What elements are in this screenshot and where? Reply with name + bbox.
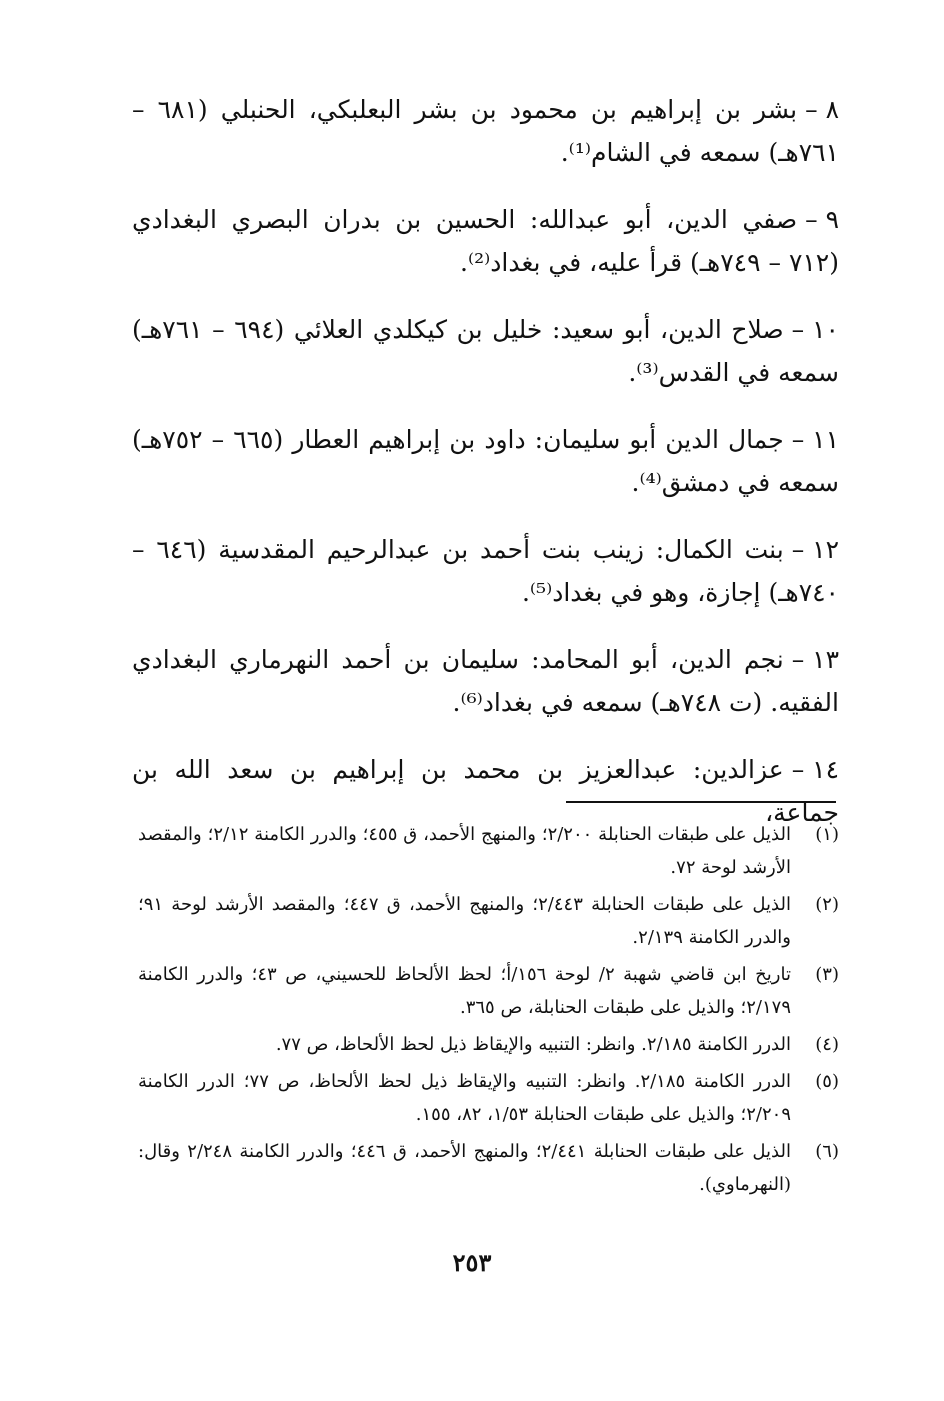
footnote-item xyxy=(138,1135,839,1201)
footnotes xyxy=(138,818,839,1205)
footnote-text: الذيل على طبقات الحنابلة ٢/٤٤١؛ والمنهج الأحمد، ق ٤٤٦؛ والدرر الكامنة ٢/٢٤٨ وقال: (النهرماوي). xyxy=(138,1141,791,1195)
footnote-number: (٢) xyxy=(815,894,839,915)
footnote-separator xyxy=(566,801,836,803)
entry-number: ١١ – xyxy=(791,425,839,454)
footnote-number: (٤) xyxy=(815,1034,839,1055)
entry-number: ١٠ – xyxy=(791,315,839,344)
footnote-text: تاريخ ابن قاضي شهبة ٢/ لوحة ١٥٦/أ؛ لحظ الألحاظ للحسيني، ص ٤٣؛ والدرر الكامنة ٢/١٧٩؛ والذيل على طبقات الحنابلة، ص ٣٦٥. xyxy=(138,964,791,1018)
entry-text: بشر بن إبراهيم بن محمود بن بشر البعلبكي، الحنبلي (٦٨١ – ٧٦١هـ) سمعه في الشام⁽¹⁾. xyxy=(132,95,839,167)
entry-text: جمال الدين أبو سليمان: داود بن إبراهيم العطار (٦٦٥ – ٧٥٢هـ) سمعه في دمشق⁽⁴⁾. xyxy=(132,425,839,497)
entry-item xyxy=(132,418,839,504)
entry-text: بنت الكمال: زينب بنت أحمد بن عبدالرحيم المقدسية (٦٤٦ – ٧٤٠هـ) إجازة، وهو في بغداد⁽⁵⁾. xyxy=(132,535,839,607)
footnote-text: الدرر الكامنة ٢/١٨٥. وانظر: التنبيه والإيقاظ ذيل لحظ الألحاظ، ص ٧٧؛ الدرر الكامنة ٢/٢٠٩؛ والذيل على طبقات الحنابلة ١/٥٣، ٨٢، ١٥٥. xyxy=(138,1071,791,1125)
footnote-number: (٦) xyxy=(815,1141,839,1162)
footnote-item xyxy=(138,1028,839,1061)
footnote-text: الدرر الكامنة ٢/١٨٥. وانظر: التنبيه والإيقاظ ذيل لحظ الألحاظ، ص ٧٧. xyxy=(275,1034,791,1055)
footnote-item xyxy=(138,1065,839,1131)
entry-item xyxy=(132,88,839,174)
entry-text: نجم الدين، أبو المحامد: سليمان بن أحمد النهرماري البغدادي الفقيه. (ت ٧٤٨هـ) سمعه في بغداد⁽⁶⁾. xyxy=(132,645,839,717)
entry-text: صلاح الدين، أبو سعيد: خليل بن كيكلدي العلائي (٦٩٤ – ٧٦١هـ) سمعه في القدس⁽³⁾. xyxy=(132,315,839,387)
footnote-number: (٥) xyxy=(815,1071,839,1092)
footnote-item xyxy=(138,958,839,1024)
entry-item xyxy=(132,308,839,394)
entry-number: ١٤ – xyxy=(791,755,839,784)
entry-number: ١٣ – xyxy=(791,645,839,674)
entry-item xyxy=(132,198,839,284)
entry-list xyxy=(132,88,839,834)
entry-text: صفي الدين، أبو عبدالله: الحسين بن بدران البصري البغدادي (٧١٢ – ٧٤٩هـ) قرأ عليه، في بغداد⁽²⁾. xyxy=(132,205,839,277)
footnote-text: الذيل على طبقات الحنابلة ٢/٢٠٠؛ والمنهج الأحمد، ق ٤٥٥؛ والدرر الكامنة ٢/١٢؛ والمقصد الأرشد لوحة ٧٢. xyxy=(138,824,791,878)
page-number: ٢٥٣ xyxy=(452,1248,492,1277)
footnote-item xyxy=(138,818,839,884)
footnote-item xyxy=(138,888,839,954)
footnote-number: (١) xyxy=(815,824,839,845)
footnote-number: (٣) xyxy=(815,964,839,985)
footnote-text: الذيل على طبقات الحنابلة ٢/٤٤٣؛ والمنهج الأحمد، ق ٤٤٧؛ والمقصد الأرشد لوحة ٩١؛ والدرر الكامنة ٢/١٣٩. xyxy=(138,894,791,948)
entry-number: ٩ – xyxy=(805,205,839,234)
entry-number: ١٢ – xyxy=(791,535,839,564)
entry-item xyxy=(132,528,839,614)
entry-number: ٨ – xyxy=(805,95,839,124)
entry-text: عزالدين: عبدالعزيز بن محمد بن إبراهيم بن سعد الله بن جماعة، xyxy=(132,755,839,827)
entry-item xyxy=(132,638,839,724)
